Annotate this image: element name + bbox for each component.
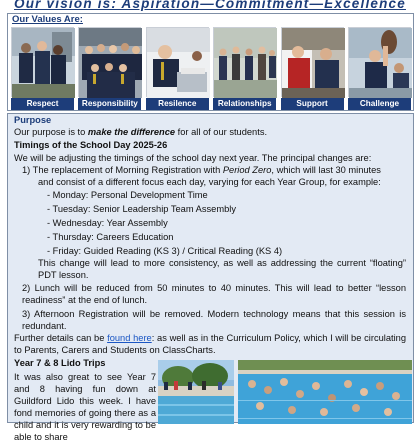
day-wednesday: - Wednesday: Year Assembly — [47, 218, 168, 228]
challenge-photo — [348, 27, 411, 97]
value-tile-relationships — [213, 27, 276, 110]
value-tile-challenge — [348, 27, 411, 110]
resilience-photo — [146, 27, 209, 97]
change-1-end: , which will last 30 minutes — [271, 165, 381, 175]
day-tuesday: - Tuesday: Senior Leadership Team Assembly — [47, 204, 236, 214]
period-zero-term: Period Zero — [222, 165, 272, 175]
value-tile-support — [281, 27, 344, 110]
day-thursday: - Thursday: Careers Education — [47, 232, 174, 242]
vision-statement: Our vision is: Aspiration—Commitment—Excellence — [14, 0, 406, 11]
value-label-relationships: Relationships — [213, 98, 276, 110]
value-label-responsibility: Responsibility — [78, 98, 141, 110]
value-label-respect: Respect — [11, 98, 74, 110]
purpose-text-end: for all of our students. — [175, 127, 268, 137]
responsibility-photo — [78, 27, 141, 97]
values-tiles — [11, 27, 411, 110]
value-label-resilience: Resilence — [146, 98, 209, 110]
change-2: 2) Lunch will be reduced from 50 minutes to 40 minutes. This will lead to better “lesson readiness” at the end of lunch. — [22, 283, 406, 305]
lido-heading: Year 7 & 8 Lido Trips — [14, 358, 106, 368]
consistency-note: This change will lead to more consistency, as well as addressing the current “floating” PDT lesson. — [38, 258, 406, 280]
respect-photo — [11, 27, 74, 97]
further-details-end: : as well as in the Curriculum Policy, which I will be circulating to Parents, Carers and Students on ClassCharts. — [14, 333, 406, 355]
purpose-statement — [14, 126, 267, 138]
change-1 — [22, 164, 381, 176]
day-monday: - Monday: Personal Development Time — [47, 190, 208, 200]
found-here-link[interactable]: found here — [107, 333, 152, 343]
purpose-panel — [7, 113, 414, 442]
value-tile-respect — [11, 27, 74, 110]
further-details-start: Further details can be — [14, 333, 108, 343]
purpose-text-start: Our purpose is to — [14, 127, 88, 137]
value-tile-responsibility — [78, 27, 141, 110]
value-tile-resilience — [146, 27, 209, 110]
relationships-photo — [213, 27, 276, 97]
value-label-support: Support — [281, 98, 344, 110]
timings-heading: Timings of the School Day 2025-26 — [14, 140, 168, 150]
value-label-challenge: Challenge — [348, 98, 411, 110]
purpose-emphasis: make the difference — [87, 127, 176, 137]
day-friday: - Friday: Guided Reading (KS 3) / Critical Reading (KS 4) — [47, 246, 283, 256]
change-1-continued: and consist of a different focus each day, varying for each Year Group, for example: — [38, 177, 381, 187]
support-photo — [281, 27, 344, 97]
values-panel — [7, 13, 414, 111]
change-1-start: 1) The replacement of Morning Registration with — [22, 165, 223, 175]
values-title: Our Values Are: — [12, 14, 83, 25]
further-details — [14, 332, 406, 356]
change-3: 3) Afternoon Registration will be removed. Modern technology means that this session is redundant. — [22, 309, 406, 331]
lido-photo-pool-edge — [158, 360, 234, 424]
lido-photo-swimmers — [238, 360, 412, 424]
purpose-heading: Purpose — [14, 115, 52, 125]
lido-text: It was also great to see Year 7 and 8 having fun down at Guildford Lido this week. I have fond memories of going there as a child and it is very rewarding to be able to share — [14, 372, 156, 442]
timings-intro: We will be adjusting the timings of the school day next year. The principal changes are: — [14, 153, 372, 163]
